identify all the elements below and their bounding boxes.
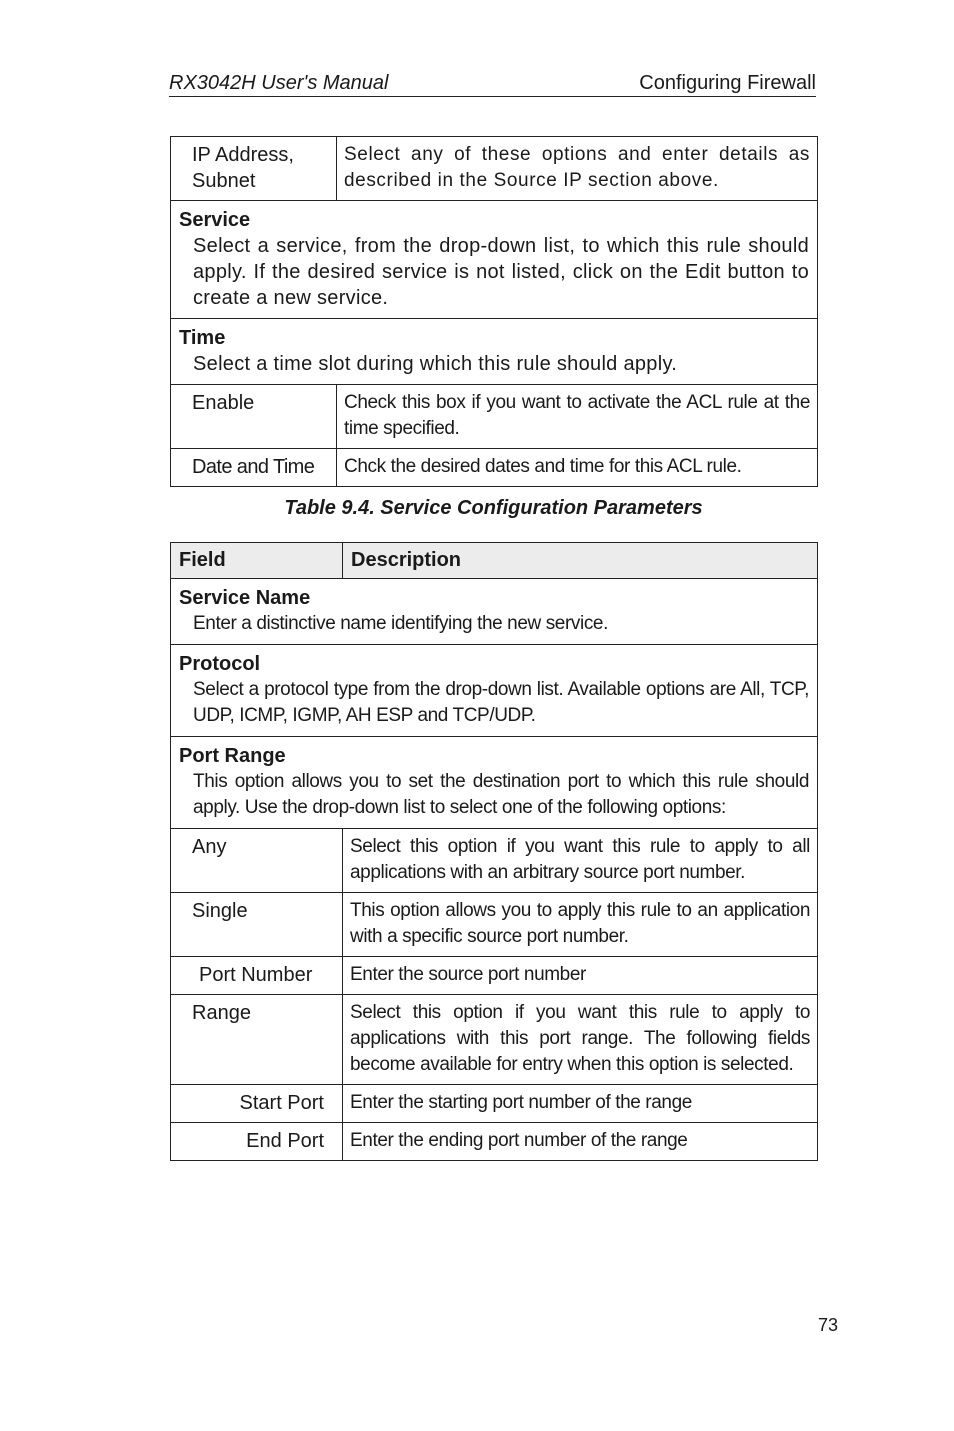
- service-configuration-table: [170, 542, 818, 1161]
- description-cell: This option allows you to apply this rule to an application with a specific source port number.: [343, 893, 818, 957]
- section-heading: Time: [179, 327, 226, 349]
- section-heading: Service Name: [179, 587, 311, 609]
- field-cell: Date and Time: [171, 449, 337, 487]
- description-cell: Check this box if you want to activate the ACL rule at the time specified.: [337, 385, 818, 449]
- field-cell: Enable: [171, 385, 337, 449]
- field-cell: Single: [171, 893, 343, 957]
- section-description: Select a time slot during which this rule should apply.: [193, 353, 678, 375]
- description-cell: Select this option if you want this rule to apply to applications with this port range. The following fields become available for entry when this option is selected.: [343, 995, 818, 1085]
- section-description: Select a service, from the drop-down list, to which this rule should apply. If the desired service is not listed, click on the Edit button to create a new service.: [193, 235, 809, 309]
- column-header-field: Field: [171, 543, 343, 579]
- table-row: [171, 645, 818, 737]
- page-number: 73: [818, 1315, 839, 1335]
- description-cell: Enter the source port number: [343, 957, 818, 995]
- chapter-title: Configuring Firewall: [639, 72, 816, 94]
- section-heading: Port Range: [179, 745, 286, 767]
- description-cell: Select this option if you want this rule to apply to all applications with an arbitrary source port number.: [343, 829, 818, 893]
- section-description: This option allows you to set the destination port to which this rule should apply. Use the drop-down list to select one of the following options:: [193, 771, 809, 818]
- description-cell: Select any of these options and enter details as described in the Source IP section above.: [337, 137, 818, 201]
- table-row: [171, 201, 818, 319]
- table-caption: Table 9.4. Service Configuration Parameters: [284, 497, 703, 519]
- table-row: [171, 893, 818, 957]
- table-row: [171, 137, 818, 201]
- table-row: [171, 737, 818, 829]
- description-cell: Enter the ending port number of the range: [343, 1123, 818, 1161]
- section-description: Enter a distinctive name identifying the new service.: [193, 613, 608, 634]
- running-header: [169, 70, 816, 97]
- field-cell: Range: [171, 995, 343, 1085]
- manual-title: RX3042H User's Manual: [169, 72, 389, 94]
- table-row: [171, 829, 818, 893]
- table-row: [171, 385, 818, 449]
- section-heading: Service: [179, 209, 251, 231]
- acl-parameters-table-continued: [170, 136, 818, 487]
- table-row: [171, 319, 818, 385]
- section-heading: Protocol: [179, 653, 261, 675]
- table-row: [171, 579, 818, 645]
- field-cell: Start Port: [171, 1085, 343, 1123]
- table-row: [171, 1085, 818, 1123]
- table-row: [171, 1123, 818, 1161]
- field-cell: Any: [171, 829, 343, 893]
- table-header-row: [171, 543, 818, 579]
- field-cell: End Port: [171, 1123, 343, 1161]
- table-row: [171, 957, 818, 995]
- column-header-description: Description: [343, 543, 818, 579]
- description-cell: Enter the starting port number of the range: [343, 1085, 818, 1123]
- section-description: Select a protocol type from the drop-down list. Available options are All, TCP, UDP, ICMP, IGMP, AH ESP and TCP/UDP.: [193, 679, 809, 726]
- field-cell: Port Number: [171, 957, 343, 995]
- table-row: [171, 995, 818, 1085]
- table-row: [171, 449, 818, 487]
- field-cell: IP Address, Subnet: [171, 137, 337, 201]
- description-cell: Chck the desired dates and time for this ACL rule.: [337, 449, 818, 487]
